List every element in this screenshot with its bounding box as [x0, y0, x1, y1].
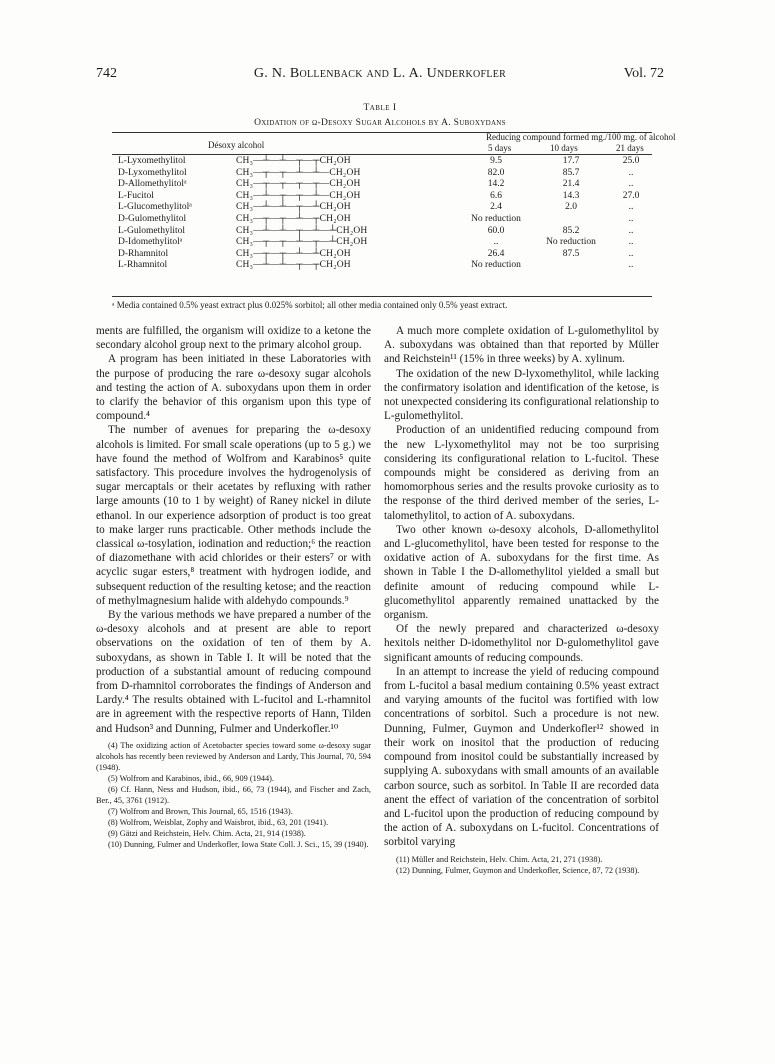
- footnote: (5) Wolfrom and Karabinos, ibid., 66, 909 (1944).: [108, 773, 275, 783]
- table-row: [96, 237, 664, 249]
- body-paragraph: In an attempt to increase the yield of reducing compound from L-fucitol a basal medium containing 0.5% yeast extract and varying amounts of the fucitol was fortified with low concentrations of sorbitol. Such a procedure is not new. Dunning, Fulmer, Guymon and Underkofler¹² showed in their work on inositol that the production of reducing compound from inositol could be substantially increased by supplying A. suboxydans with small amounts of an available carbon source, such as sorbitol. In Table II are recorded data anent the effect of variation of the concentration of sorbitol and L-fucitol upon the production of reducing compound by the action of A. suboxydans on L-fucitol. Concentrations of sorbitol varying: [384, 665, 659, 849]
- row-d5: 82.0: [487, 167, 505, 178]
- row-d21: 27.0: [622, 190, 640, 201]
- row-d21: ..: [628, 248, 634, 259]
- footnotes-left: [96, 740, 371, 850]
- row-d10: 2.0: [565, 202, 577, 213]
- row-d10: 87.5: [562, 248, 580, 259]
- row-d21: ..: [628, 260, 634, 271]
- row-d5: 26.4: [487, 248, 505, 259]
- body-paragraph: A program has been initiated in these Laboratories with the purpose of producing the rare ω-desoxy sugar alcohols and testing the action of A. suboxydans upon them in order to clarify the behavior of this organism upon this type of compound.⁴: [96, 353, 371, 423]
- volume-label: Vol. 72: [623, 66, 664, 81]
- table-row: [96, 226, 664, 238]
- row-name: D-Lyxomethylitol: [118, 167, 187, 178]
- row-d5: No reduction: [471, 213, 521, 224]
- row-formula: CH₃—┴—┴—┬—┴—┴CH₂OH: [236, 225, 368, 236]
- body-paragraph: A much more complete oxidation of L-gulomethylitol by A. suboxydans was obtained than that reported by Müller and Reichstein¹¹ (15% in three weeks) by A. xylinum.: [384, 325, 659, 366]
- row-d5: 60.0: [487, 225, 505, 236]
- days-header: 10 days: [550, 143, 578, 153]
- footnote: (12) Dunning, Fulmer, Guymon and Underkofler, Science, 87, 72 (1938).: [396, 865, 640, 875]
- footnote: (8) Wolfrom, Weisblat, Zophy and Waisbrot, ibid., 63, 201 (1941).: [108, 817, 329, 827]
- row-d10: 85.7: [562, 167, 580, 178]
- row-d21: ..: [628, 237, 634, 248]
- col-header-reducing: Reducing compound formed mg./100 mg. of alcohol: [486, 132, 676, 142]
- row-name: L-Gulomethylitol: [118, 225, 186, 236]
- row-name: L-Lyxomethylitol: [118, 156, 186, 166]
- footnotes-right: [384, 854, 659, 876]
- row-formula: CH₃—┴—┴—┬—┬CH₂OH: [236, 260, 351, 271]
- running-header: [96, 66, 664, 86]
- row-name: L-Glucomethylitolᵃ: [118, 202, 192, 213]
- page-number: 742: [96, 66, 117, 81]
- table-subcaption: Oxidation of ω-Desoxy Sugar Alcohols by A. Suboxydans: [254, 118, 506, 128]
- row-d21: 25.0: [622, 156, 640, 166]
- row-d21: ..: [628, 225, 634, 236]
- table-row: [96, 191, 664, 203]
- row-d5: 9.5: [490, 156, 502, 166]
- row-name: D-Idomethylitolᵃ: [118, 237, 183, 248]
- row-d10: 85.2: [562, 225, 580, 236]
- row-d10: No reduction: [546, 237, 596, 248]
- body-paragraph: Production of an unidentified reducing compound from the new L-lyxomethylitol may not be too surprising considering its configurational relation to L-fucitol. These compounds might be considered as deriving from an homomorphous series and the results provoke curiosity as to the response of the third derived member of the series, L-talomethylitol, to action of A. suboxydans.: [384, 424, 659, 522]
- table-bottom-rule: [112, 296, 652, 297]
- table-row: [96, 179, 664, 191]
- row-d21: ..: [628, 202, 634, 213]
- oxidation-table: [96, 132, 676, 310]
- days-header-row: [96, 143, 664, 153]
- body-paragraph: The oxidation of the new D-lyxomethylitol, while lacking the confirmatory isolation and identification of the ketose, is not unexpected considering its configurational relationship to L-gulomethylitol.: [384, 367, 659, 423]
- table-footnote: ᵃ Media contained 0.5% yeast extract plus 0.025% sorbitol; all other media contained only 0.5% yeast extract.: [112, 300, 508, 310]
- row-d5: No reduction: [471, 260, 521, 271]
- footnote: (7) Wolfrom and Brown, This Journal, 65, 1516 (1943).: [108, 806, 293, 816]
- row-formula: CH₃—┬—┬—┬—┬—CH₂OH: [236, 179, 361, 190]
- table-caption: Table I: [363, 103, 397, 113]
- row-d21: ..: [628, 167, 634, 178]
- days-header: 5 days: [488, 143, 512, 153]
- row-d5: ..: [493, 237, 499, 248]
- row-d5: 6.6: [490, 190, 502, 201]
- table-row: [96, 202, 664, 214]
- body-paragraph: Two other known ω-desoxy alcohols, D-allomethylitol and L-glucomethylitol, have been tested for response to the oxidative action of A. suboxydans for the first time. As shown in Table I the D-allomethylitol yielded a small but definite amount of reducing compound while L-glucomethylitol apparently remained unattacked by the organism.: [384, 523, 659, 622]
- table-body: [96, 156, 664, 272]
- table-row: [96, 214, 664, 226]
- footnote: (6) Cf. Hann, Ness and Hudson, ibid., 66, 73 (1944), and Fischer and Zach, Ber., 45, 3761 (1912).: [96, 784, 371, 805]
- table-row: [96, 156, 664, 168]
- row-name: L-Rhamnitol: [118, 260, 168, 271]
- right-column: [384, 324, 659, 876]
- running-title: G. N. Bollenback and L. A. Underkofler: [253, 66, 507, 81]
- footnote: (4) The oxidizing action of Acetobacter species toward some ω-desoxy sugar alcohols has recently been reviewed by Anderson and Lardy, This Journal, 70, 594 (1948).: [96, 740, 371, 772]
- row-formula: CH₃—┬—┬—┴—┬CH₂OH: [236, 213, 351, 224]
- row-formula: CH₃—┬—┬—┴—┴CH₂OH: [236, 248, 351, 259]
- row-name: D-Gulomethylitol: [118, 213, 187, 224]
- row-formula: CH₃—┴—┴—┬—┴CH₂OH: [236, 202, 351, 213]
- col-header-alcohol: Désoxy alcohol: [208, 140, 265, 150]
- row-formula: CH₃—┴—┴—┬—┬CH₂OH: [236, 156, 351, 166]
- row-name: D-Allomethylitolᵃ: [118, 179, 187, 190]
- row-formula: CH₃—┴—┬—┬—┴—CH₂OH: [236, 190, 361, 201]
- body-paragraph: ments are fulfilled, the organism will oxidize to a ketone the secondary alcohol group next to the primary alcohol group.: [96, 325, 371, 352]
- left-column: [96, 324, 371, 850]
- days-header: 21 days: [616, 143, 644, 153]
- row-d21: ..: [628, 179, 634, 190]
- row-d5: 2.4: [490, 202, 502, 213]
- row-name: D-Rhamnitol: [118, 248, 169, 259]
- row-d10: 17.7: [562, 156, 580, 166]
- footnote: (11) Müller and Reichstein, Helv. Chim. Acta, 21, 271 (1938).: [396, 854, 603, 864]
- table-row: [96, 249, 664, 261]
- table-header-rule: [112, 154, 652, 155]
- row-name: L-Fucitol: [118, 190, 154, 201]
- table-row: [96, 260, 664, 272]
- row-formula: CH₃—┬—┬—┴—┬—┴CH₂OH: [236, 237, 368, 248]
- body-paragraph: The number of avenues for preparing the ω-desoxy alcohols is limited. For small scale operations (up to 5 g.) we have found the method of Wolfrom and Karabinos⁵ quite satisfactory. This procedure involves the hydrogenolysis of sugar mercaptals or their acetates by refluxing with rather large amounts (10 to 1 by weight) of Raney nickel in dilute ethanol. In our experience adsorption of product is too great to make larger runs practicable. Other methods include the classical ω-tosylation, iodination and reduction;⁶ the reaction of diazomethane with acid chlorides or their esters⁷ or with acyclic sugar esters,⁸ treatment with hydrogen iodide, and subsequent reduction of the resulting ketose; and the reaction of methylmagnesium halide with aldehydo compounds.⁹: [96, 424, 371, 607]
- row-d21: ..: [628, 213, 634, 224]
- footnote: (10) Dunning, Fulmer and Underkofler, Iowa State Coll. J. Sci., 15, 39 (1940).: [108, 839, 369, 849]
- table-row: [96, 168, 664, 180]
- body-paragraph: Of the newly prepared and characterized ω-desoxy hexitols neither D-idomethylitol nor D-gulomethylitol gave significant amounts of reducing compounds.: [384, 623, 659, 664]
- row-d5: 14.2: [487, 179, 505, 190]
- row-d10: 14.3: [562, 190, 580, 201]
- row-d10: 21.4: [562, 179, 580, 190]
- footnote: (9) Gätzi and Reichstein, Helv. Chim. Acta, 21, 914 (1938).: [108, 828, 306, 838]
- body-paragraph: By the various methods we have prepared a number of the ω-desoxy alcohols and at present are able to report observations on the oxidation of ten of them by A. suboxydans, as shown in Table I. It will be noted that the production of a substantial amount of reducing compound from D-rhamnitol corroborates the findings of Anderson and Lardy.⁴ The results obtained with L-fucitol and L-rhamnitol are in agreement with the respective reports of Hann, Tilden and Hudson³ and Dunning, Fulmer and Underkofler.¹⁰: [96, 609, 371, 735]
- row-formula: CH₃—┬—┬—┴—┴—CH₂OH: [236, 167, 361, 178]
